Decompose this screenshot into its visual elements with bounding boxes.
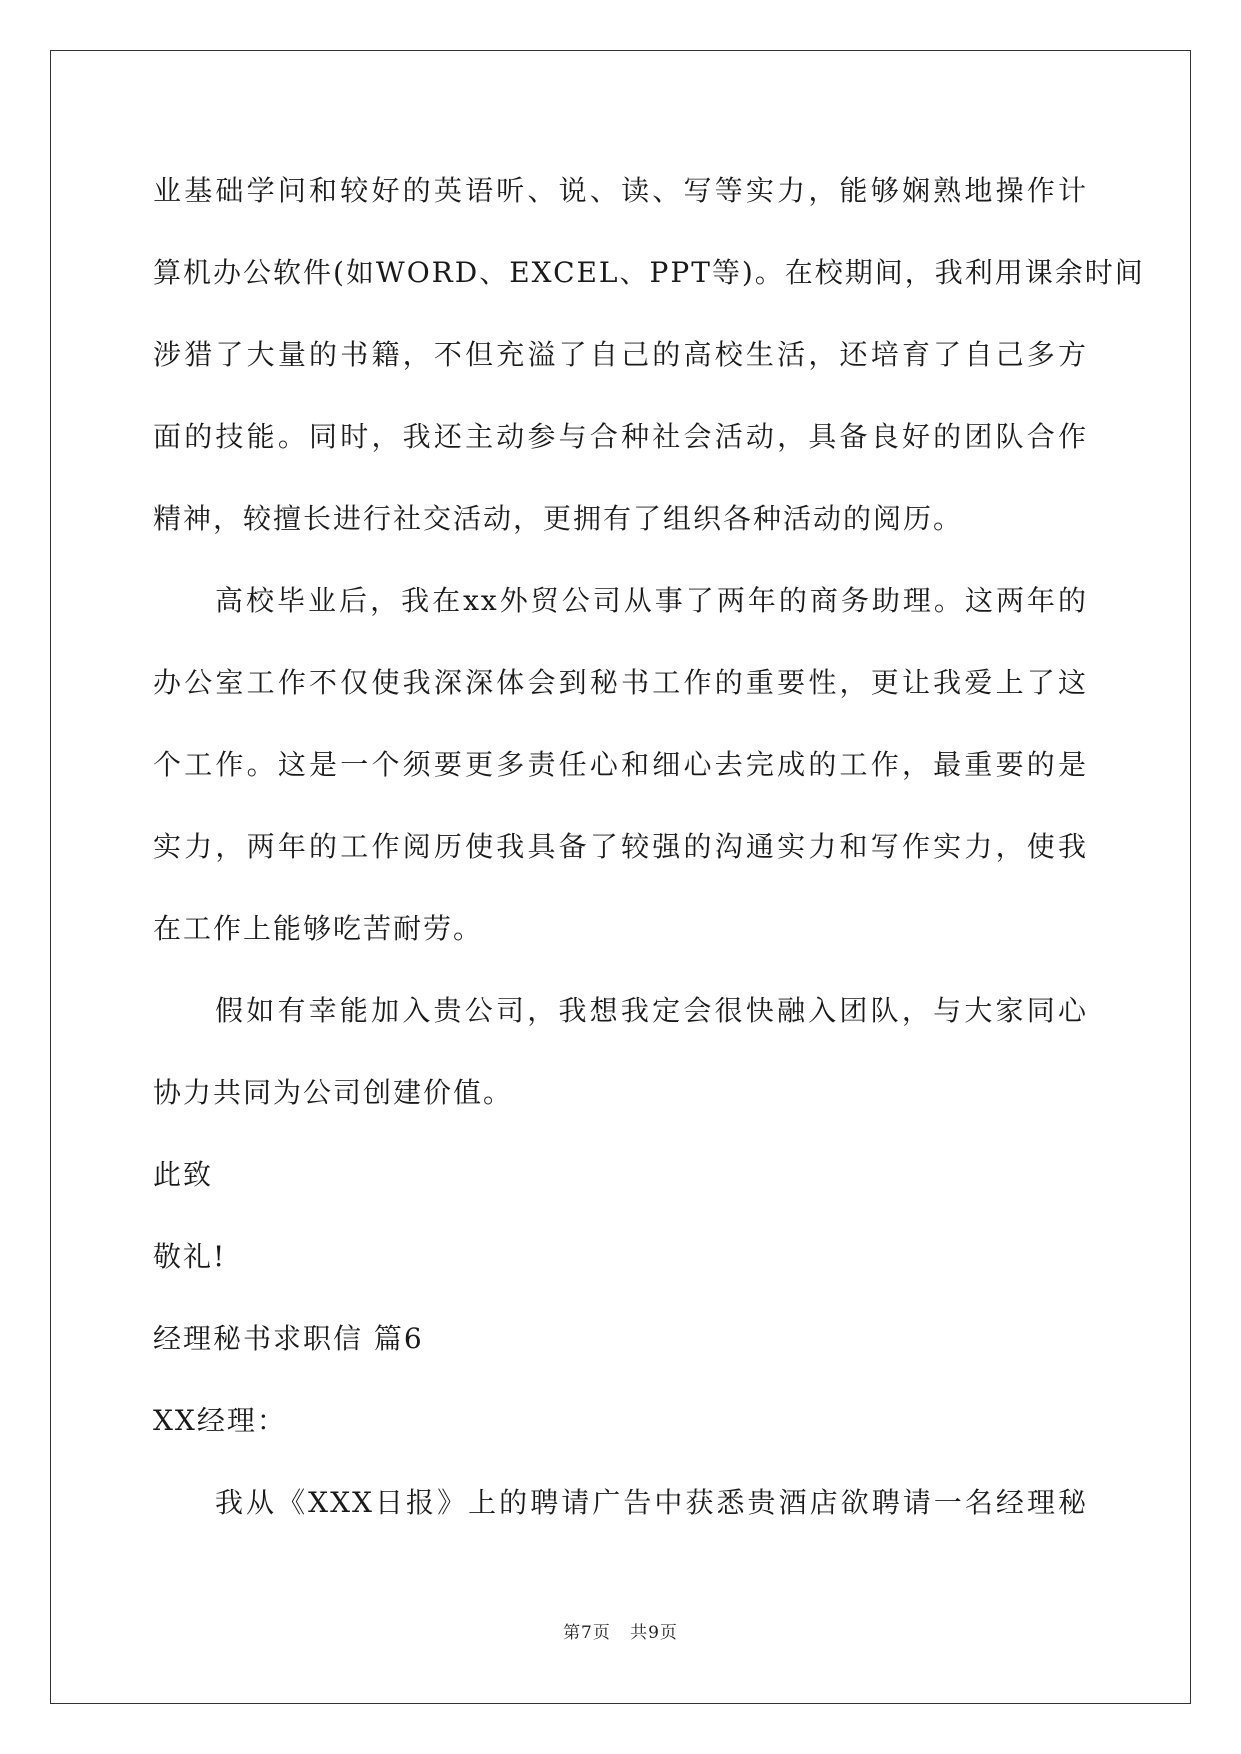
text-line: 面的技能。同时，我还主动参与合种社会活动，具备良好的团队合作 xyxy=(153,420,1088,453)
section-title: 经理秘书求职信 篇6 xyxy=(153,1322,424,1355)
text-line: 办公室工作不仅使我深深体会到秘书工作的重要性，更让我爱上了这 xyxy=(153,666,1088,699)
text-line: 在工作上能够吃苦耐劳。 xyxy=(153,912,484,945)
page-footer xyxy=(0,1618,1241,1643)
text-line: 涉猎了大量的书籍，不但充溢了自己的高校生活，还培育了自己多方 xyxy=(153,338,1088,371)
page-total: 共9页 xyxy=(630,1623,678,1643)
text-line: 协力共同为公司创建价值。 xyxy=(153,1076,514,1109)
document-body xyxy=(153,150,1145,1544)
text-line: 高校毕业后，我在xx外贸公司从事了两年的商务助理。这两年的 xyxy=(215,584,1088,617)
text-line: 我从《XXX日报》上的聘请广告中获悉贵酒店欲聘请一名经理秘 xyxy=(215,1486,1088,1519)
closing-regards: 敬礼! xyxy=(153,1240,227,1273)
page-number: 第7页 xyxy=(563,1623,611,1643)
text-line: 实力，两年的工作阅历使我具备了较强的沟通实力和写作实力，使我 xyxy=(153,830,1088,863)
closing-salutation: 此致 xyxy=(153,1158,214,1191)
text-line: 业基础学问和较好的英语听、说、读、写等实力，能够娴熟地操作计 xyxy=(153,174,1088,207)
letter-greeting: XX经理： xyxy=(153,1404,287,1437)
text-line: 算机办公软件(如WORD、EXCEL、PPT等)。在校期间，我利用课余时间 xyxy=(153,256,1145,289)
text-line: 个工作。这是一个须要更多责任心和细心去完成的工作，最重要的是 xyxy=(153,748,1088,781)
text-line: 假如有幸能加入贵公司，我想我定会很快融入团队，与大家同心 xyxy=(215,994,1088,1027)
text-line: 精神，较擅长进行社交活动，更拥有了组织各种活动的阅历。 xyxy=(153,502,964,535)
